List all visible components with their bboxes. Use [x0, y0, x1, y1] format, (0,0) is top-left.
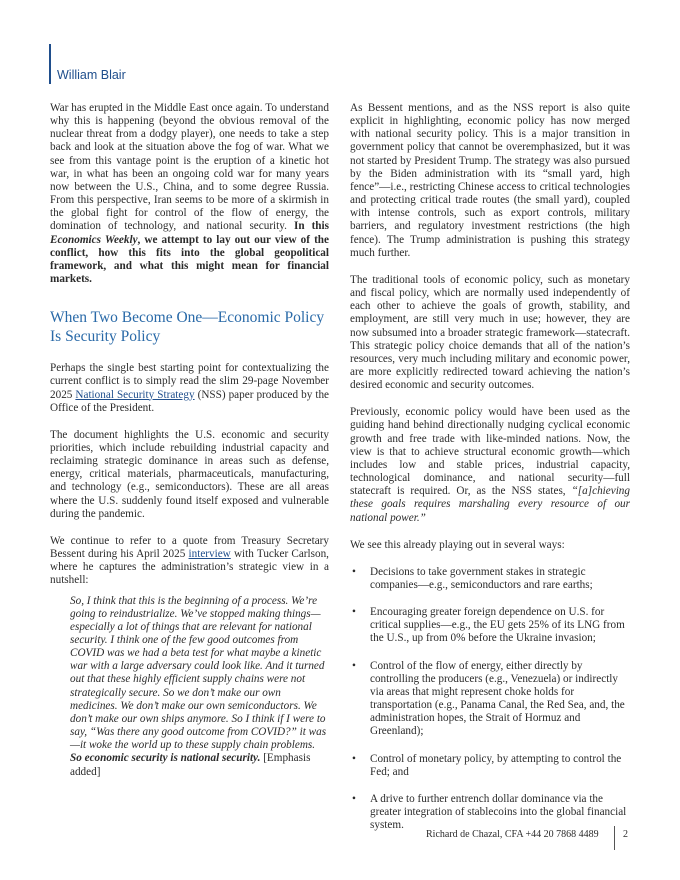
list-item: • Control of the flow of energy, either directly by controlling the producers (e.g., Venezuela) or indirectly via areas that might represent choke holds for transportation (e.g., Panama Canal, the Red Sea, and, the administration hopes, the Strait of Hormuz and Greenland); — [352, 659, 625, 738]
header-accent-bar — [49, 44, 51, 84]
footer-divider — [614, 826, 615, 850]
paragraph-traditional-tools: The traditional tools of economic policy, such as monetary and fiscal policy, which are normally used independently of each other to achieve the goals of growth, stability, and employment, are still very much in use; however, they are now subsumed into a broader strategic framework—statecraft. This strategic policy choice demands that all of the nation’s resources, very much including military and economic power, are more explicitly redirected toward achieving the nation’s desired economic and security outcomes. — [350, 273, 630, 392]
footer-author: Richard de Chazal, CFA +44 20 7868 4489 — [426, 829, 599, 840]
list-item: • Encouraging greater foreign dependence on U.S. for critical supplies—e.g., the EU gets 25% of its LNG from the U.S., up from 0% before the Ukraine invasion; — [352, 606, 625, 645]
right-column — [350, 102, 630, 846]
paragraph-bessent: We continue to refer to a quote from Treasury Secretary Bessent during his April 2025 interview with Tucker Carlson, where he captures the administration’s strategic view in a nutshell: — [50, 534, 329, 587]
bessent-quote: So, I think that this is the beginning of a process. We’re going to reindustrialize. We’ve stopped making things—especially a lot of things that are relevant for national security. I think one of the few good outcomes from COVID was we had a beta test for what maybe a kinetic war with a large adversary could look like. And it turned out that these highly efficient supply chains were not strategically secure. So we don’t make our own medicines. We don’t make our own semiconductors. We don’t make our own ships anymore. So I think if I were to say, “Was there any good outcome from COVID?” it was—it woke the world up to these supply chain problems. So economic security is national security. [Emphasis added] — [70, 594, 327, 778]
list-item: • Control of monetary policy, by attempting to control the Fed; and — [352, 752, 622, 778]
bullet-icon: • — [352, 659, 356, 672]
paragraph-previously: Previously, economic policy would have been used as the guiding hand behind directionally nudging cyclical economic growth and free trade with like-minded nations. Now, the view is that to achieve structural economic growth—which includes low and stable prices, industrial capacity, technological dominance, and national security—full statecraft is required. Or, as the NSS states, “[a]chieving these goals requires marshaling every resource of our national power.” — [350, 406, 630, 524]
list-item: • Decisions to take government stakes in strategic companies—e.g., semiconductors and rare earths; — [352, 565, 593, 591]
paragraph-priorities: The document highlights the U.S. economic and security priorities, which include rebuilding industrial capacity and reclaiming strategic dominance in areas such as defense, energy, critical materials, pharmaceuticals, manufacturing, and technology (e.g., semiconductors). These are all areas where the U.S. suddenly found itself exposed and vulnerable during the pandemic. — [50, 428, 329, 520]
intro-paragraph — [50, 102, 329, 286]
quote-note: [Emphasis added] — [70, 752, 311, 778]
interview-link[interactable]: interview — [188, 548, 231, 561]
intro-text: War has erupted in the Middle East once again. To understand why this is happening (beyond the obvious removal of the nuclear threat from a dodgy player), one needs to take a step back and look at the situation above the fog of war. What we see from this vantage point is the eruption of a kinetic hot war, in what has been an ongoing cold war for many years now between the U.S., China, and to some degree Russia. From this perspective, Iran seems to be more of a skirmish in the global fight for control of the flow of energy, the domination of technology, and national security. — [50, 102, 329, 233]
bullet-icon: • — [352, 752, 356, 765]
bullet-icon: • — [352, 792, 356, 805]
policy-list — [350, 566, 630, 833]
bullet-icon: • — [352, 565, 356, 578]
brand-name: William Blair — [57, 68, 126, 82]
paragraph-merge: As Bessent mentions, and as the NSS report is also quite explicit in highlighting, economic policy has now merged with national security policy. This is a major transition in government policy that cannot be overemphasized, but it was not started by President Trump. The strategy was also pursued by the Biden administration with its “small yard, high fence”—i.e., restricting Chinese access to critical technologies and protecting critical trade routes (the small yard), coupled with intense controls, such as export controls, military barriers, and regulatory investment restrictions (the high fence). The Trump administration is pushing this strategy much further. — [350, 102, 630, 259]
quote-emphasis: So economic security is national security. — [70, 752, 261, 765]
nss-link[interactable]: National Security Strategy — [75, 388, 195, 401]
section-heading: When Two Become One—Economic Policy Is Security Policy — [50, 309, 325, 346]
bullet-icon: • — [352, 606, 356, 619]
intro-emphasis: In this Economics Weekly, we attempt to lay out our view of the conflict, how this fits into the global geopolitical framework, and what this might mean for financial markets. — [50, 220, 329, 286]
left-column — [50, 102, 329, 779]
paragraph-nss: Perhaps the single best starting point for contextualizing the current conflict is to simply read the slim 29-page November 2025 National Security Strategy (NSS) paper produced by the Office of the President. — [50, 362, 329, 414]
page-number: 2 — [623, 829, 628, 840]
nss-quote: “[a]chieving these goals requires marshaling every resource of our national power.” — [350, 485, 630, 524]
list-item: • A drive to further entrench dollar dominance via the greater integration of stablecoins into the global financial system. — [352, 792, 627, 832]
paragraph-list-intro: We see this already playing out in several ways: — [350, 538, 565, 551]
publication-name: Economics Weekly — [50, 233, 138, 246]
